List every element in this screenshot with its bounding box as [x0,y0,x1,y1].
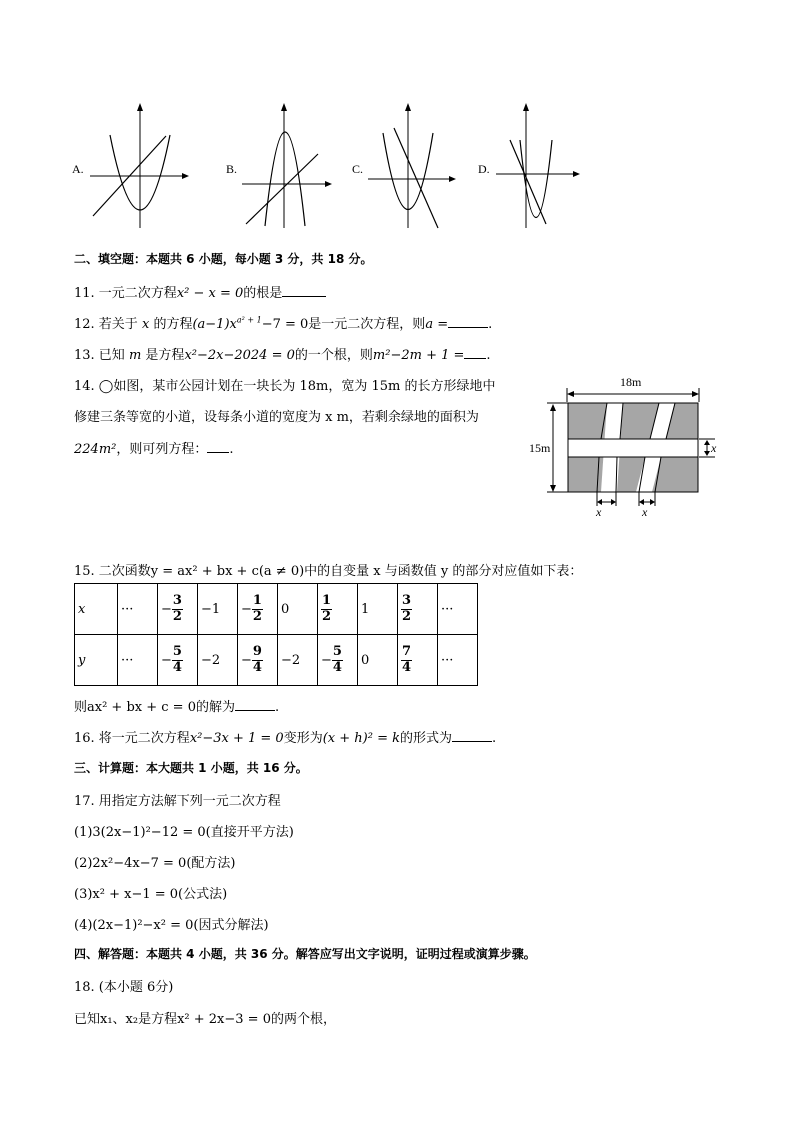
question-17-part-4: (4)(2x−1)²−x² = 0(因式分解法) [74,918,269,933]
table-cell: $\frac{1}{2}$ [318,584,358,635]
option-d-graph [494,100,586,230]
table-cell: 0 [358,635,398,686]
question-13: 13. 已知 m 是方程x²−2x−2024 = 0的一个根，则m²−2m + 1 = . [74,348,491,363]
question-14-line-1: 14. ◯如图，某市公园计划在一块长为 18m，宽为 15m 的长方形绿地中 [74,379,496,394]
option-b-graph [240,100,335,230]
option-a-label: A. [72,162,84,176]
figure-height-label: 15m [529,441,551,455]
question-11: 11. 一元二次方程x² − x = 0的根是 [74,282,326,301]
table-cell: ··· [438,635,478,686]
question-17-part-2: (2)2x²−4x−7 = 0(配方法) [74,856,236,871]
table-cell: $\frac{3}{2}$ [398,584,438,635]
figure-path-width-bottom-1: x [596,505,602,519]
section-2-heading: 二、填空题：本题共 6 小题，每小题 3 分，共 18 分。 [74,252,373,266]
table-cell: −2 [198,635,238,686]
table-cell: y [75,635,118,686]
figure-path-width-bottom-2: x [642,505,648,519]
question-12: 12. 若关于 x 的方程$(a-1)x^{a^2 + 1}-7 = 0$是一元二次方程，则a = . [74,315,493,332]
question-17-part-3: (3)x² + x−1 = 0(公式法) [74,887,228,902]
question-15-answer: 则ax² + bx + c = 0的解为 . [74,700,280,715]
answer-blank[interactable] [448,315,488,328]
figure-width-label: 18m [620,375,642,389]
question-18-text: 已知x₁、x₂是方程x² + 2x−3 = 0的两个根， [74,1012,336,1027]
option-b-label: B. [226,162,238,176]
option-a-graph [88,100,193,230]
table-cell: − $\frac{5}{4}$ [158,635,198,686]
park-figure [525,372,725,520]
table-cell: ··· [118,635,158,686]
answer-blank[interactable] [207,440,229,453]
answer-blank[interactable] [464,346,486,359]
table-cell: ··· [118,584,158,635]
section-4-heading: 四、解答题：本题共 4 小题，共 36 分。解答应写出文字说明，证明过程或演算步骤。 [74,947,536,961]
answer-blank[interactable] [452,729,492,742]
question-17-title: 17. 用指定方法解下列一元二次方程 [74,794,281,809]
table-cell: 0 [278,584,318,635]
table-cell: −1 [198,584,238,635]
table-cell: 1 [358,584,398,635]
question-14-line-2: 修建三条等宽的小道，设每条小道的宽度为 x m，若剩余绿地的面积为 [74,410,479,425]
question-16: 16. 将一元二次方程x²−3x + 1 = 0变形为(x + h)² = k的形式为 . [74,731,497,746]
question-14-line-3: 224m²，则可列方程： . [74,442,234,457]
figure-path-width-right: x [711,441,717,455]
table-row [75,584,478,635]
question-15-intro: 15. 二次函数y = ax² + bx + c(a ≠ 0)中的自变量 x 与函数值 y 的部分对应值如下表： [74,564,583,579]
table-cell: ··· [438,584,478,635]
value-table [74,583,478,686]
question-17-part-1: (1)3(2x−1)²−12 = 0(直接开平方法) [74,825,294,840]
table-cell: − $\frac{9}{4}$ [238,635,278,686]
answer-blank[interactable] [282,284,326,297]
option-d-label: D. [478,162,490,176]
option-c-label: C. [352,162,364,176]
table-cell: − $\frac{5}{4}$ [318,635,358,686]
table-cell: − $\frac{3}{2}$ [158,584,198,635]
table-row [75,635,478,686]
table-cell: − $\frac{1}{2}$ [238,584,278,635]
option-c-graph [366,100,461,230]
table-cell: −2 [278,635,318,686]
question-18-title: 18. (本小题 6分) [74,980,174,995]
table-cell: x [75,584,118,635]
answer-blank[interactable] [235,698,275,711]
table-cell: $\frac{7}{4}$ [398,635,438,686]
section-3-heading: 三、计算题：本大题共 1 小题，共 16 分。 [74,761,308,775]
